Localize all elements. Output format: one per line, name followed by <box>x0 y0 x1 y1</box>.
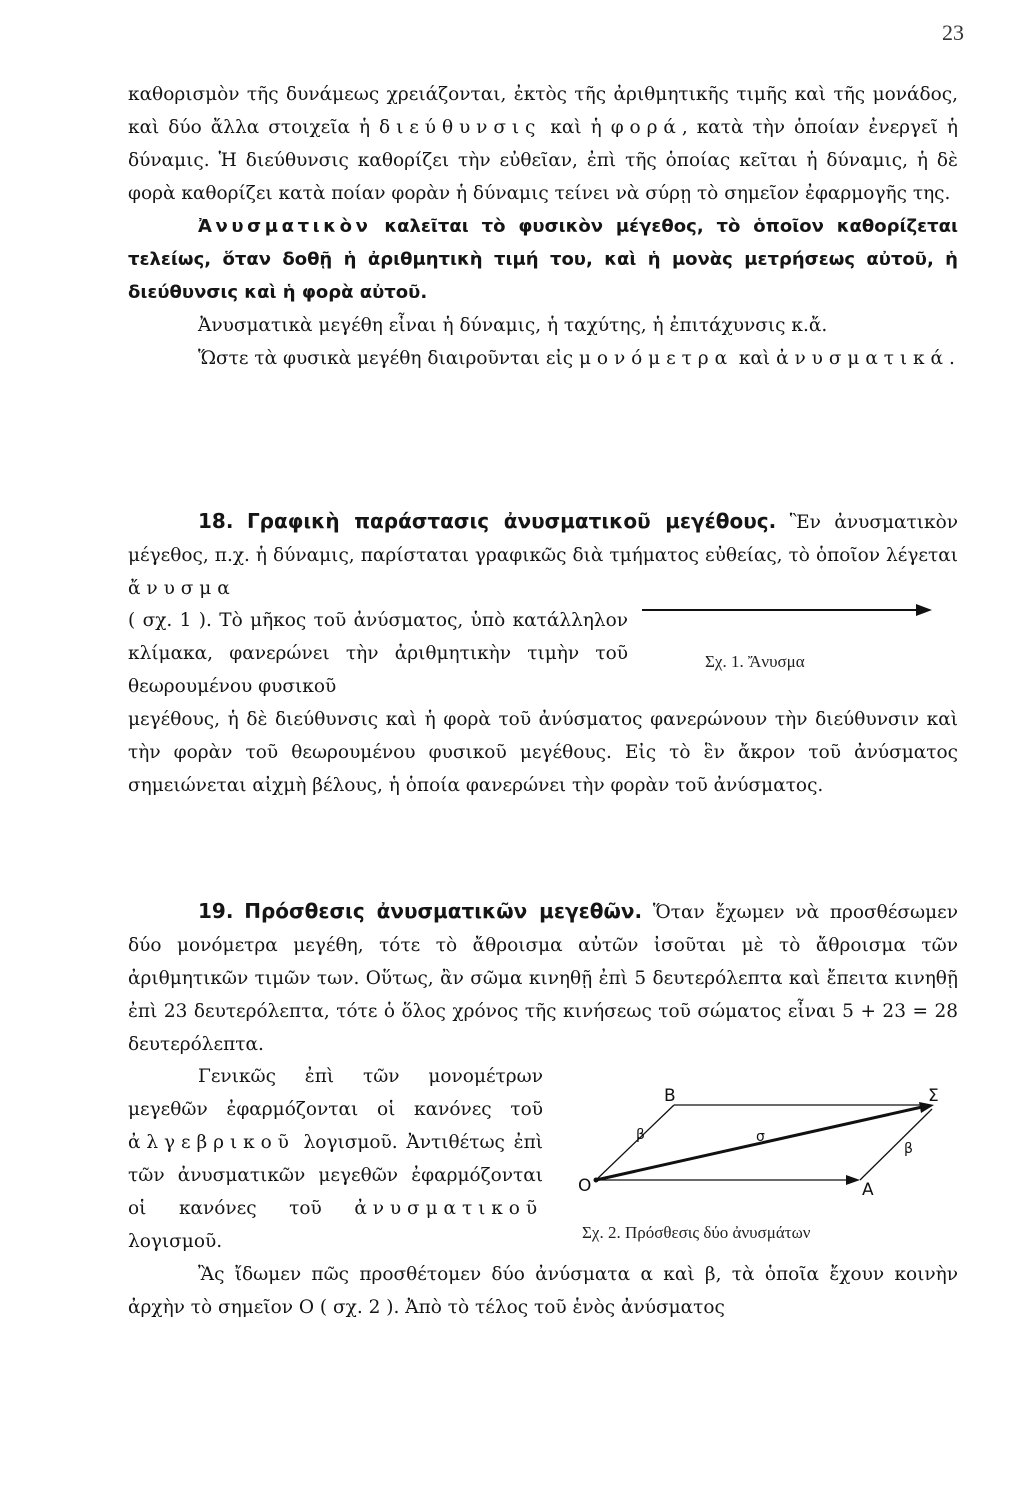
section-19-cont <box>128 1258 958 1324</box>
definition-term: Ἀνυσματικὸν <box>198 216 372 237</box>
classification-text-3: . <box>948 348 955 369</box>
intro-section <box>128 78 958 375</box>
section-18-text-c: μεγέθους, ἡ δὲ διεύθυνσις καὶ ἡ φορὰ τοῦ ἀνύσματος φανερώνουν τὴν διεύθυνσιν καὶ τὴν φορὰν τοῦ θεωρουμένου φυσικοῦ μεγέθους. Εἰς τὸ ἓν ἄκρον τοῦ ἀνύσματος σημειώνεται αἰχμὴ βέλους, ἡ ὁποία φανερώνει τὴν φορὰν τοῦ ἀνύσματος. <box>128 709 958 796</box>
arrowhead-icon <box>916 604 932 616</box>
section-19-title: Πρόσθεσις ἀνυσματικῶν μεγεθῶν. <box>244 899 643 923</box>
section-19-text-a: Ὅταν ἔχωμεν νὰ προσθέσωμεν δύο μονόμετρα μεγέθη, τότε τὸ ἄθροισμα αὐτῶν ἰσοῦται μὲ τὸ ἄθροισμα τῶν ἀριθμητικῶν τιμῶν των. Οὕτως, ἂν σῶμα κινηθῇ ἐπὶ 5 δευτερόλεπτα καὶ ἔπειτα κινηθῇ ἐπὶ 23 δευτερόλεπτα, τότε ὁ ὅλος χρόνος τῆς κινήσεως τοῦ σώματος εἶναι 5 + 23 = 28 δευτερόλεπτα. <box>128 902 958 1055</box>
intro-paragraph <box>128 78 958 210</box>
figure-2-parallelogram <box>570 1085 970 1200</box>
label-beta-left: β <box>636 1127 645 1143</box>
section-19-text-e: Ἂς ἴδωμεν πῶς προσθέτομεν δύο ἀνύσματα α καὶ β, τὰ ὁποῖα ἔχουν κοινὴν ἀρχὴν τὸ σημεῖον Ο ( σχ. 2 ). Ἀπὸ τὸ τέλος τοῦ ἑνὸς ἀνύσματος <box>128 1264 958 1318</box>
section-19-number: 19. <box>198 899 234 923</box>
section-19-text-d: λογισμοῦ. <box>128 1231 223 1252</box>
origin-point <box>594 1178 599 1183</box>
label-O: O <box>578 1176 592 1196</box>
label-sigma: σ <box>756 1129 765 1145</box>
definition-paragraph <box>128 210 958 309</box>
term-algebraic: ἀλγεβρικοῦ <box>128 1132 295 1153</box>
term-scalar: μονόμετρα <box>578 348 733 369</box>
term-sense: φορά <box>610 117 682 138</box>
term-direction: διεύθυνσις <box>379 117 542 138</box>
intro-text-3: , κατὰ τὴν ὁποίαν ἐνεργεῖ ἡ δύναμις. Ἡ διεύθυνσις καθορίζει τὴν εὐθεῖαν, ἐπὶ τῆς ὁποίας κεῖται ἡ δύναμις, ἡ δὲ φορὰ καθορίζει κατὰ ποίαν φορὰν ἡ δύναμις τείνει νὰ σύρῃ τὸ σημεῖον ἐφαρμογῆς της. <box>128 117 958 204</box>
section-18-paragraph <box>128 505 958 605</box>
vector-beta-OB <box>596 1105 674 1180</box>
figure-2-caption: Σχ. 2. Πρόσθεσις δύο ἀνυσμάτων <box>582 1223 811 1242</box>
classification-text-2: καὶ <box>733 348 777 369</box>
term-vectorial: ἀνυσματικοῦ <box>354 1198 543 1219</box>
examples-paragraph: Ἀνυσματικὰ μεγέθη εἶναι ἡ δύναμις, ἡ ταχύτης, ἡ ἐπιτάχυνσις κ.ἄ. <box>198 315 828 336</box>
section-18 <box>128 505 958 605</box>
section-19-calculus-paragraph <box>128 1060 543 1258</box>
section-18-cont <box>128 703 958 802</box>
section-19-wrap <box>128 1060 543 1258</box>
section-18-text-a: Ἓν ἀνυσματικὸν μέγεθος, π.χ. ἡ δύναμις, παρίσταται γραφικῶς διὰ τμήματος εὐθείας, τὸ ὁποῖον λέγεται <box>128 512 958 566</box>
classification-paragraph <box>128 342 958 375</box>
term-vector-noun: ἄνυσμα <box>128 578 236 599</box>
section-18-wrap <box>128 604 628 703</box>
term-vector: ἀνυσματικά <box>776 348 949 369</box>
arrowhead-icon <box>846 1175 860 1185</box>
figure-1-caption: Σχ. 1. Ἄνυσμα <box>705 652 805 671</box>
section-19-text-c: λογισμοῦ. Ἀντιθέτως ἐπὶ τῶν ἀνυσματικῶν μεγεθῶν ἐφαρμόζονται οἱ κανόνες τοῦ <box>128 1132 543 1219</box>
section-18-title: Γραφικὴ παράστασις ἀνυσματικοῦ μεγέθους. <box>246 509 777 533</box>
section-18-text-b: ( σχ. 1 ). Τὸ μῆκος τοῦ ἀνύσματος, ὑπὸ κατάλληλον κλίμακα, φανερώνει τὴν ἀριθμητικὴν τιμὴν τοῦ θεωρουμένου φυσικοῦ <box>128 610 628 697</box>
label-B: B <box>664 1086 676 1106</box>
intro-text-1: καθορισμὸν τῆς δυνάμεως χρειάζονται, ἐκτὸς τῆς ἀριθμητικῆς τιμῆς καὶ τῆς μονάδος, καὶ δύο ἄλλα στοιχεῖα ἡ <box>128 84 958 138</box>
section-18-number: 18. <box>198 509 234 533</box>
label-A: A <box>862 1180 874 1200</box>
classification-text-1: Ὥστε τὰ φυσικὰ μεγέθη διαιροῦνται εἰς <box>198 348 579 369</box>
label-Sigma: Σ <box>928 1086 939 1106</box>
section-19-text-b: Γενικῶς ἐπὶ τῶν μονομέτρων μεγεθῶν ἐφαρμόζονται οἱ κανόνες τοῦ <box>128 1066 543 1120</box>
definition-text: καλεῖται τὸ φυσικὸν μέγεθος, τὸ ὁποῖον καθορίζεται τελείως, ὅταν δοθῇ ἡ ἀριθμητικὴ τιμή του, καὶ ἡ μονὰς μετρήσεως αὐτοῦ, ἡ διεύθυνσις καὶ ἡ φορὰ αὐτοῦ. <box>128 216 958 303</box>
page-number: 23 <box>942 20 964 45</box>
section-19 <box>128 895 958 1061</box>
intro-text-2: καὶ ἡ <box>541 117 611 138</box>
section-19-paragraph <box>128 895 958 1061</box>
label-beta-right: β <box>904 1141 913 1157</box>
